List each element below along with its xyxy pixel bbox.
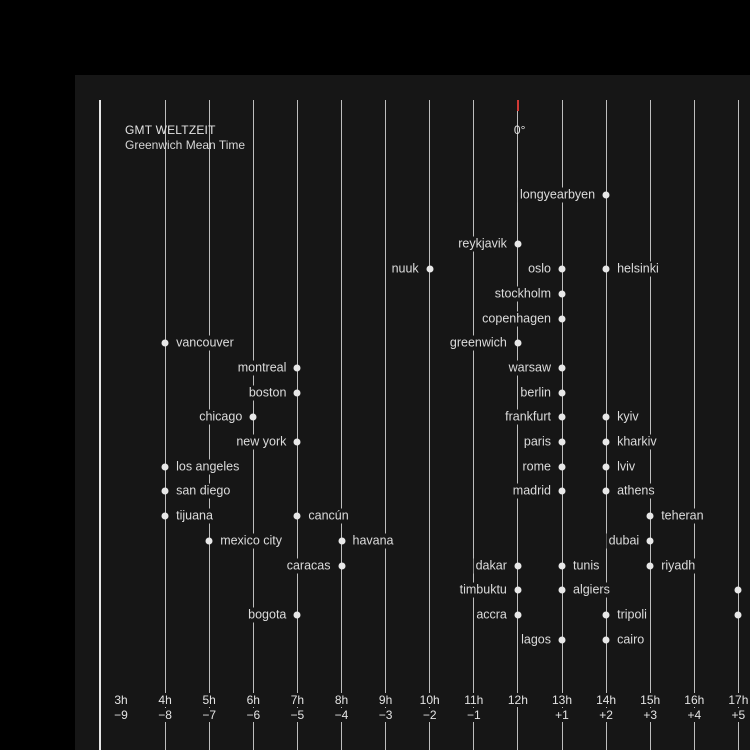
city-label: kharkiv: [617, 434, 657, 449]
city-label: stockholm: [494, 286, 551, 301]
hour-line: [473, 100, 474, 750]
hour-tick-label: 8h: [334, 693, 349, 707]
city-dot: [603, 266, 610, 273]
hour-line: [429, 100, 430, 750]
hour-line: [650, 100, 651, 750]
city-label: tijuana: [176, 508, 213, 523]
city-label: longyearbyen: [520, 187, 596, 202]
city-label: kyiv: [617, 409, 639, 424]
hour-tick-label: 11h: [464, 693, 484, 707]
hour-line: [209, 100, 210, 750]
offset-tick-label: −6: [246, 708, 261, 722]
city-dot: [647, 562, 654, 569]
city-dot: [603, 439, 610, 446]
city-dot: [206, 537, 213, 544]
offset-tick-label: +5: [731, 708, 746, 722]
gmt-zero-marker: [517, 100, 519, 111]
offset-tick-label: +2: [599, 708, 613, 722]
city-label: athens: [617, 483, 655, 498]
city-dot: [603, 488, 610, 495]
city-dot: [294, 439, 301, 446]
hour-line: [738, 100, 739, 750]
offset-tick-label: −3: [378, 708, 393, 722]
city-dot: [559, 439, 566, 446]
city-dot: [559, 364, 566, 371]
offset-tick-label: −4: [334, 708, 349, 722]
city-label: nuuk: [391, 261, 419, 276]
city-dot: [338, 562, 345, 569]
city-label: cancún: [308, 508, 349, 523]
hour-line: [297, 100, 298, 750]
city-dot: [250, 414, 257, 421]
city-label: havana: [352, 533, 394, 548]
hour-tick-label: 5h: [202, 693, 216, 707]
city-label: mexico city: [220, 533, 283, 548]
offset-tick-label: −7: [202, 708, 217, 722]
city-dot: [603, 414, 610, 421]
city-dot: [514, 587, 521, 594]
city-dot: [162, 463, 169, 470]
city-dot: [162, 340, 169, 347]
city-dot: [514, 340, 521, 347]
city-label: paris: [523, 434, 551, 449]
city-dot: [514, 562, 521, 569]
hour-tick-label: 12h: [507, 693, 528, 707]
city-label: tripoli: [617, 607, 647, 622]
offset-tick-label: −9: [114, 708, 128, 722]
city-dot: [559, 587, 566, 594]
hour-tick-label: 14h: [596, 693, 617, 707]
hour-tick-label: 10h: [419, 693, 440, 707]
city-label: boston: [248, 385, 287, 400]
city-label: caracas: [286, 558, 331, 572]
city-dot: [603, 611, 610, 618]
city-dot: [294, 389, 301, 396]
city-label: montreal: [237, 360, 287, 375]
city-label: chicago: [199, 409, 243, 424]
city-label: accra: [476, 607, 507, 622]
city-label: algiers: [573, 582, 610, 597]
hour-tick-label: 15h: [640, 693, 661, 707]
city-dot: [735, 587, 742, 594]
hour-tick-label: 13h: [551, 693, 573, 707]
city-dot: [735, 611, 742, 618]
time-zone-poster: [75, 75, 750, 750]
city-dot: [559, 290, 566, 297]
city-dot: [514, 241, 521, 248]
hour-line: [694, 100, 695, 750]
city-label: copenhagen: [482, 311, 551, 325]
city-label: bogota: [248, 607, 287, 622]
city-label: teheran: [661, 508, 704, 523]
city-label: riyadh: [661, 558, 696, 572]
city-label: madrid: [512, 483, 551, 498]
offset-tick-label: +1: [555, 708, 569, 722]
panel-edge-line: [99, 100, 101, 750]
hour-line: [341, 100, 342, 750]
city-dot: [294, 611, 301, 618]
offset-tick-label: +4: [687, 708, 702, 722]
city-label: dakar: [475, 558, 507, 572]
city-dot: [426, 266, 433, 273]
city-label: new york: [236, 434, 287, 449]
city-dot: [559, 562, 566, 569]
offset-tick-label: −8: [158, 708, 172, 722]
city-label: timbuktu: [459, 582, 507, 597]
gmt-zero-label: 0°: [513, 123, 526, 137]
city-dot: [603, 463, 610, 470]
city-dot: [294, 364, 301, 371]
city-dot: [559, 266, 566, 273]
city-label: vancouver: [176, 335, 234, 350]
city-label: reykjavik: [458, 236, 507, 251]
city-dot: [162, 513, 169, 520]
city-dot: [647, 537, 654, 544]
city-label: lviv: [617, 459, 636, 474]
city-dot: [559, 389, 566, 396]
hour-tick-label: 6h: [246, 693, 260, 707]
hour-line: [253, 100, 254, 750]
city-label: warsaw: [508, 360, 551, 375]
city-dot: [559, 636, 566, 643]
hour-tick-label: 3h: [114, 693, 128, 707]
hour-tick-label: 4h: [158, 693, 172, 707]
city-dot: [647, 513, 654, 520]
offset-tick-label: −2: [422, 708, 437, 722]
offset-tick-label: −1: [466, 708, 481, 722]
hour-tick-label: 16h: [684, 693, 705, 707]
offset-tick-label: −5: [290, 708, 305, 722]
hour-line: [165, 100, 166, 750]
city-dot: [338, 537, 345, 544]
city-dot: [603, 636, 610, 643]
city-label: helsinki: [617, 261, 659, 276]
city-dot: [559, 414, 566, 421]
city-dot: [603, 192, 610, 199]
city-label: cairo: [617, 632, 645, 647]
hour-line: [385, 100, 386, 750]
city-label: oslo: [528, 261, 551, 276]
city-dot: [559, 315, 566, 322]
city-label: lagos: [521, 632, 551, 647]
city-dot: [294, 513, 301, 520]
city-label: san diego: [176, 483, 231, 498]
city-label: frankfurt: [505, 409, 551, 424]
city-label: tunis: [573, 558, 600, 572]
city-label: rome: [522, 459, 551, 474]
hour-tick-label: 17h: [728, 693, 749, 707]
hour-tick-label: 9h: [378, 693, 393, 707]
poster-subtitle: Greenwich Mean Time: [125, 138, 246, 152]
city-dot: [514, 611, 521, 618]
city-dot: [559, 463, 566, 470]
hour-tick-label: 7h: [290, 693, 305, 707]
city-label: berlin: [520, 385, 551, 400]
city-label: los angeles: [176, 459, 240, 474]
city-dot: [162, 488, 169, 495]
city-dot: [559, 488, 566, 495]
offset-tick-label: +3: [643, 708, 658, 722]
city-label: dubai: [608, 533, 640, 548]
poster-title: GMT WELTZEIT: [125, 123, 216, 137]
city-label: greenwich: [449, 335, 507, 350]
